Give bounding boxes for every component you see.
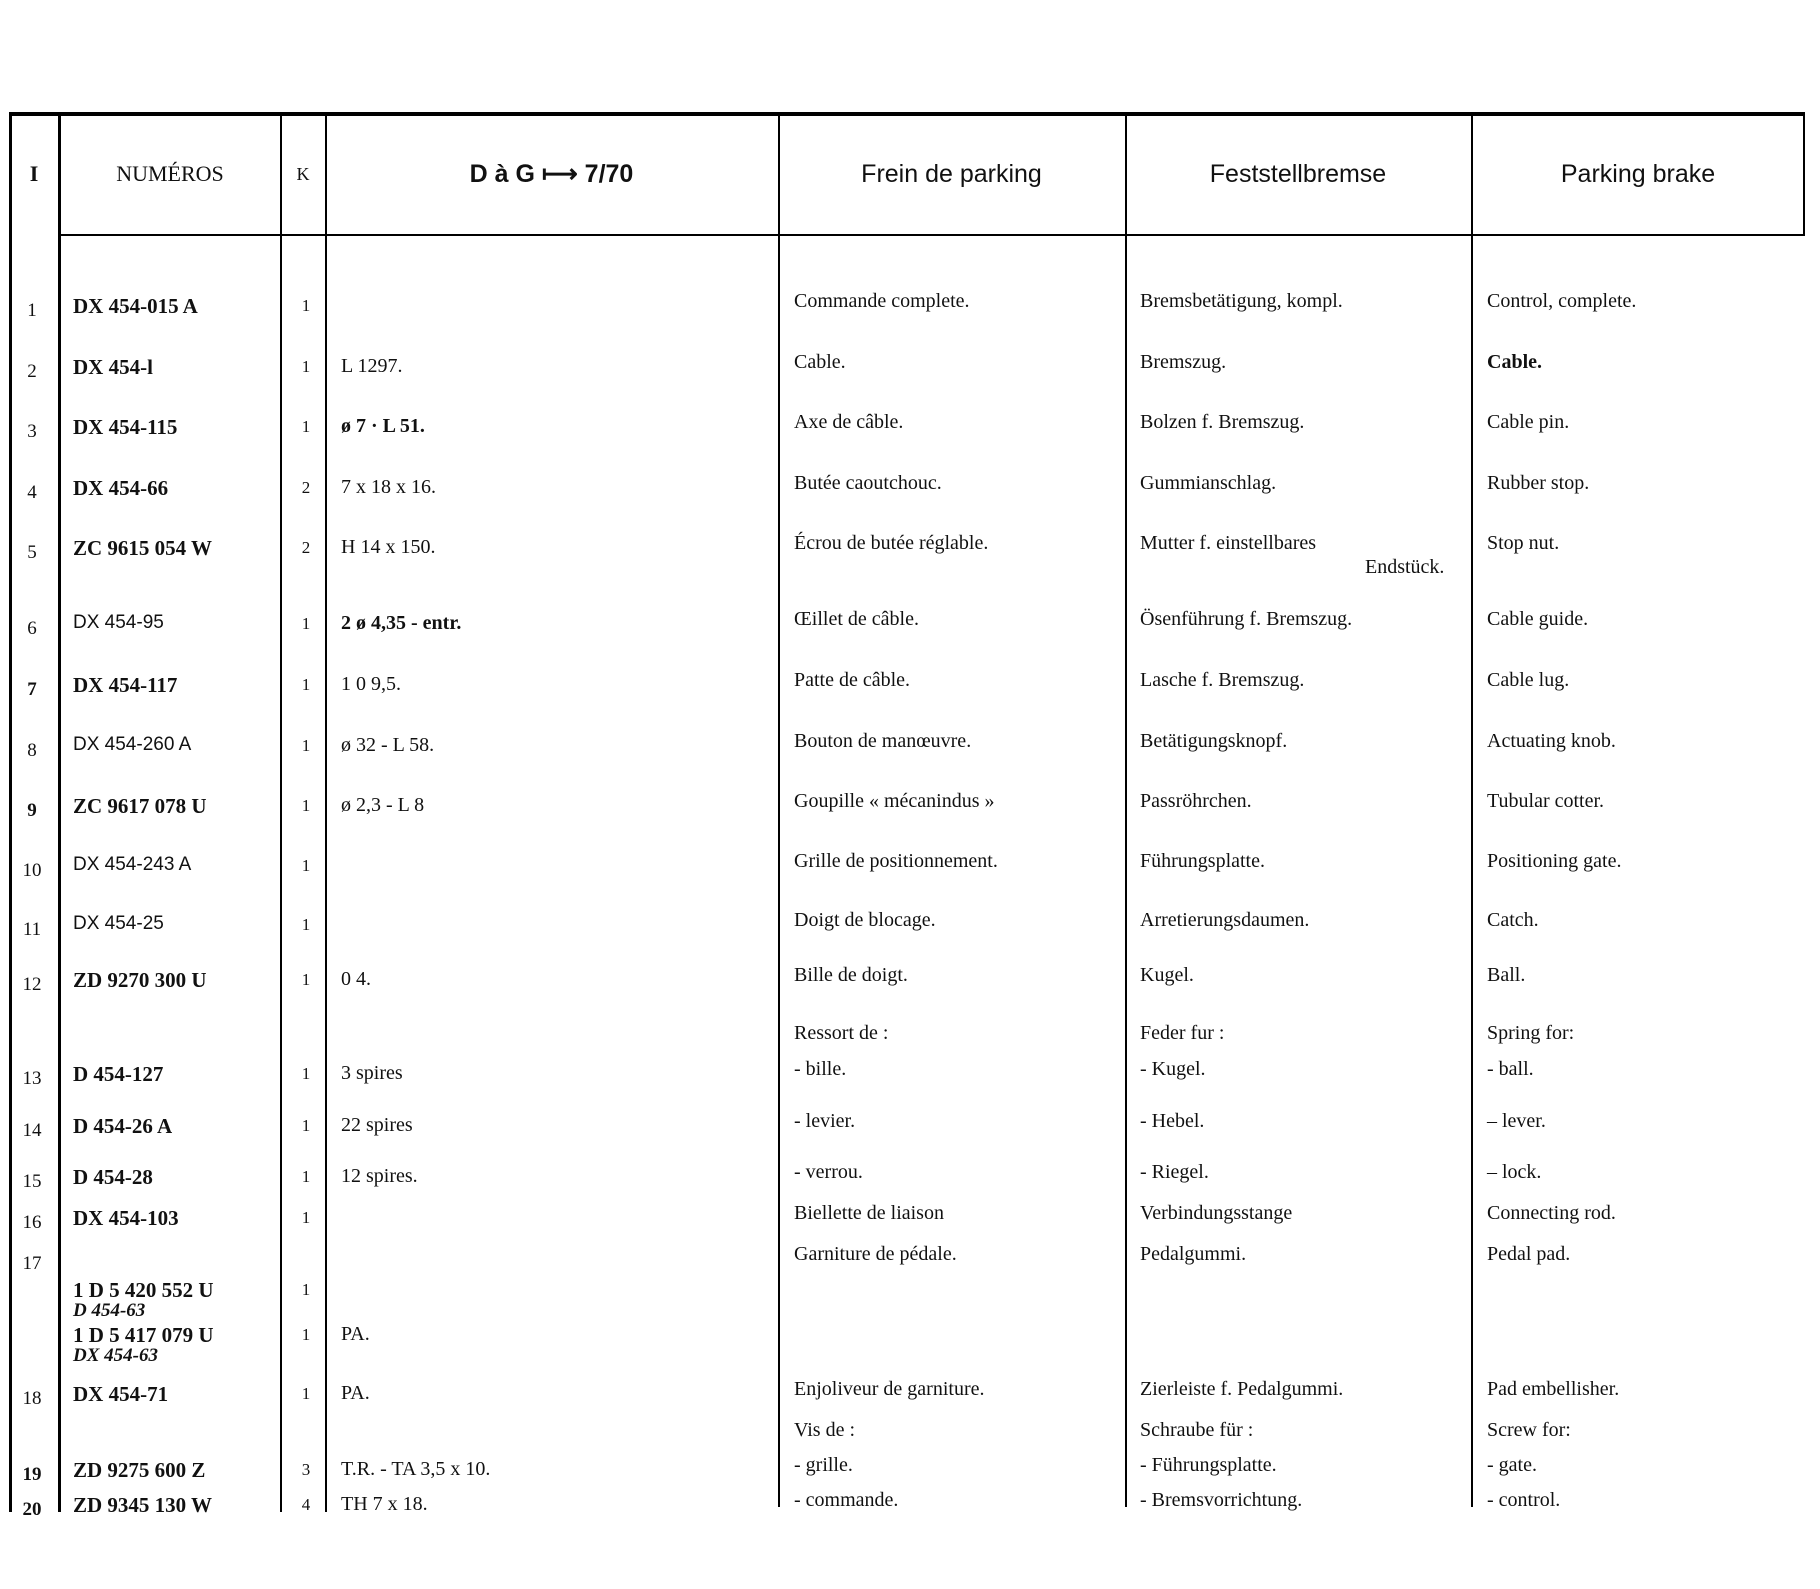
desc-de: Zierleiste f. Pedalgummi. <box>1140 1378 1344 1400</box>
desc-en: Pedal pad. <box>1487 1243 1571 1265</box>
desc-en: Catch. <box>1487 909 1539 931</box>
desc-en: Control, complete. <box>1487 290 1637 312</box>
dimensions: 1 0 9,5. <box>341 673 401 695</box>
desc-en: Rubber stop. <box>1487 472 1590 494</box>
header-title-de: Feststellbremse <box>1209 159 1387 188</box>
desc-fr: Ressort de : <box>794 1022 889 1044</box>
header-rule <box>59 234 1805 236</box>
row-index: 1 <box>27 300 37 321</box>
desc-en: Ball. <box>1487 964 1526 986</box>
header-dimensions: D à G ⟼ 7/70 <box>469 160 634 188</box>
row-index: 4 <box>27 482 37 503</box>
part-number: DX 454-015 A <box>73 294 198 318</box>
desc-fr: Biellette de liaison <box>794 1202 944 1224</box>
desc-fr: Axe de câble. <box>794 411 904 433</box>
row-index: 6 <box>27 618 37 639</box>
desc-de: Arretierungsdaumen. <box>1140 909 1310 931</box>
quantity: 1 <box>301 1167 311 1186</box>
quantity: 2 <box>301 478 311 497</box>
desc-en: Connecting rod. <box>1487 1202 1616 1224</box>
desc-de: Führungsplatte. <box>1140 850 1265 872</box>
row-index: 16 <box>22 1212 42 1233</box>
part-number: ZD 9345 130 W <box>73 1493 213 1517</box>
quantity: 1 <box>301 1064 311 1083</box>
row-index: 10 <box>22 860 42 881</box>
desc-en: Spring for: <box>1487 1022 1575 1044</box>
quantity: 1 <box>301 915 311 934</box>
row-index: 5 <box>27 542 37 563</box>
row-index: 19 <box>22 1464 42 1485</box>
dimensions: 2 ø 4,35 - entr. <box>341 612 462 634</box>
desc-fr: Garniture de pédale. <box>794 1243 957 1265</box>
part-number: DX 454-71 <box>73 1382 169 1406</box>
desc-fr: Cable. <box>794 351 846 373</box>
desc-fr: - grille. <box>794 1454 853 1476</box>
col-rule-6 <box>1471 112 1473 1507</box>
quantity: 1 <box>301 1208 311 1227</box>
desc-en: – lever. <box>1487 1110 1546 1132</box>
desc-fr: Butée caoutchouc. <box>794 472 942 494</box>
desc-fr: - commande. <box>794 1489 899 1511</box>
dimensions: 7 x 18 x 16. <box>341 476 436 498</box>
dimensions: PA. <box>341 1323 370 1345</box>
quantity: 1 <box>301 357 311 376</box>
desc-en: Cable. <box>1487 351 1542 373</box>
row-index: 12 <box>22 974 42 995</box>
row-index: 13 <box>22 1068 42 1089</box>
desc-fr: - bille. <box>794 1058 847 1080</box>
header-k: K <box>296 163 310 184</box>
desc-fr: - verrou. <box>794 1161 863 1183</box>
part-number: DX 454-l <box>73 355 153 379</box>
parts-table <box>9 112 1805 1520</box>
desc-de: Pedalgummi. <box>1140 1243 1247 1265</box>
quantity: 1 <box>301 736 311 755</box>
desc-en: - control. <box>1487 1489 1561 1511</box>
desc-de: - Riegel. <box>1140 1161 1209 1183</box>
part-number: ZD 9270 300 U <box>73 968 207 992</box>
desc-fr: Grille de positionnement. <box>794 850 998 872</box>
row-index: 8 <box>27 740 37 761</box>
part-number: DX 454-115 <box>73 415 178 439</box>
row-index: 7 <box>27 679 37 700</box>
part-number: DX 454-66 <box>73 476 169 500</box>
desc-en: - gate. <box>1487 1454 1537 1476</box>
desc-de: Schraube für : <box>1140 1419 1254 1441</box>
part-number: ZC 9617 078 U <box>73 794 207 818</box>
part-number: D 454-26 A <box>73 1114 173 1138</box>
desc-de: - Hebel. <box>1140 1110 1205 1132</box>
desc-de: Gummianschlag. <box>1140 472 1277 494</box>
dimensions: ø 7 · L 51. <box>341 415 425 437</box>
dimensions: ø 32 - L 58. <box>341 734 435 756</box>
desc-de: Ösenführung f. Bremszug. <box>1140 608 1353 630</box>
part-number-alt: DX 454-63 <box>73 1345 158 1366</box>
col-rule-0 <box>9 112 12 1512</box>
col-rule-3 <box>325 112 327 1512</box>
desc-fr: Bouton de manœuvre. <box>794 730 972 752</box>
desc-de: Betätigungsknopf. <box>1140 730 1288 752</box>
header-numbers: NUMÉROS <box>116 161 224 186</box>
desc-en: Cable lug. <box>1487 669 1570 691</box>
part-number: 1 D 5 417 079 U <box>73 1323 214 1347</box>
quantity: 1 <box>301 1325 311 1344</box>
quantity: 1 <box>301 614 311 633</box>
dimensions: 12 spires. <box>341 1165 418 1187</box>
part-number: DX 454-103 <box>73 1206 179 1230</box>
part-number-alt: D 454-63 <box>73 1300 146 1321</box>
desc-de: - Führungsplatte. <box>1140 1454 1277 1476</box>
desc-fr: Commande complete. <box>794 290 970 312</box>
desc-de-continued: Endstück. <box>1365 556 1445 578</box>
part-number: DX 454-117 <box>73 673 178 697</box>
desc-de: Verbindungsstange <box>1140 1202 1293 1224</box>
part-number: DX 454-95 <box>73 612 164 633</box>
quantity: 3 <box>301 1460 311 1479</box>
col-rule-4 <box>778 112 780 1507</box>
desc-fr: Doigt de blocage. <box>794 909 936 931</box>
header-index: I <box>29 161 39 186</box>
col-rule-2 <box>280 112 282 1512</box>
desc-de: Kugel. <box>1140 964 1194 986</box>
part-number: ZC 9615 054 W <box>73 536 213 560</box>
part-number: DX 454-243 A <box>73 854 192 875</box>
desc-de: Bremszug. <box>1140 351 1227 373</box>
row-index: 20 <box>22 1499 42 1520</box>
part-number: DX 454-25 <box>73 913 164 934</box>
desc-fr: Œillet de câble. <box>794 608 919 630</box>
row-index: 9 <box>27 800 37 821</box>
desc-fr: Écrou de butée réglable. <box>794 532 989 554</box>
quantity: 1 <box>301 1384 311 1403</box>
quantity: 1 <box>301 856 311 875</box>
dimensions: T.R. - TA 3,5 x 10. <box>341 1458 491 1480</box>
quantity: 1 <box>301 1116 311 1135</box>
quantity: 1 <box>301 296 311 315</box>
desc-de: Bremsbetätigung, kompl. <box>1140 290 1343 312</box>
dimensions: 0 4. <box>341 968 371 990</box>
desc-de: Lasche f. Bremszug. <box>1140 669 1305 691</box>
desc-de: Passröhrchen. <box>1140 790 1252 812</box>
desc-fr: Vis de : <box>794 1419 856 1441</box>
desc-en: Screw for: <box>1487 1419 1571 1441</box>
part-number: ZD 9275 600 Z <box>73 1458 206 1482</box>
dimensions: H 14 x 150. <box>341 536 436 558</box>
desc-en: Cable guide. <box>1487 608 1589 630</box>
row-index: 17 <box>22 1253 42 1274</box>
quantity: 1 <box>301 796 311 815</box>
desc-de: - Bremsvorrichtung. <box>1140 1489 1303 1511</box>
desc-en: Tubular cotter. <box>1487 790 1605 812</box>
part-number: 1 D 5 420 552 U <box>73 1278 214 1302</box>
part-number: DX 454-260 A <box>73 734 192 755</box>
desc-en: Cable pin. <box>1487 411 1570 433</box>
desc-de: Feder fur : <box>1140 1022 1225 1044</box>
quantity: 1 <box>301 1280 311 1299</box>
dimensions: ø 2,3 - L 8 <box>341 794 425 816</box>
col-rule-5 <box>1125 112 1127 1507</box>
row-index: 18 <box>22 1388 42 1409</box>
desc-fr: Enjoliveur de garniture. <box>794 1378 985 1400</box>
desc-fr: Patte de câble. <box>794 669 911 691</box>
quantity: 2 <box>301 538 311 557</box>
col-rule-1 <box>58 112 61 1512</box>
quantity: 1 <box>301 675 311 694</box>
row-index: 11 <box>22 919 42 940</box>
desc-de: Bolzen f. Bremszug. <box>1140 411 1305 433</box>
desc-en: – lock. <box>1487 1161 1542 1183</box>
desc-fr: Goupille « mécanindus » <box>794 790 995 812</box>
dimensions: TH 7 x 18. <box>341 1493 428 1515</box>
desc-de: Mutter f. einstellbares <box>1140 532 1317 554</box>
row-index: 3 <box>27 421 37 442</box>
dimensions: PA. <box>341 1382 370 1404</box>
desc-en: Pad embellisher. <box>1487 1378 1620 1400</box>
desc-de: - Kugel. <box>1140 1058 1206 1080</box>
row-index: 15 <box>22 1171 42 1192</box>
desc-fr: - levier. <box>794 1110 856 1132</box>
quantity: 4 <box>301 1495 311 1514</box>
desc-en: - ball. <box>1487 1058 1534 1080</box>
dimensions: L 1297. <box>341 355 403 377</box>
desc-en: Actuating knob. <box>1487 730 1616 752</box>
row-index: 14 <box>22 1120 42 1141</box>
part-number: D 454-127 <box>73 1062 164 1086</box>
row-index: 2 <box>27 361 37 382</box>
header-title-en: Parking brake <box>1560 159 1716 188</box>
dimensions: 3 spires <box>341 1062 403 1084</box>
header-title-fr: Frein de parking <box>861 159 1042 188</box>
desc-fr: Bille de doigt. <box>794 964 908 986</box>
quantity: 1 <box>301 417 311 436</box>
desc-en: Stop nut. <box>1487 532 1560 554</box>
dimensions: 22 spires <box>341 1114 413 1136</box>
part-number: D 454-28 <box>73 1165 153 1189</box>
quantity: 1 <box>301 970 311 989</box>
desc-en: Positioning gate. <box>1487 850 1622 872</box>
